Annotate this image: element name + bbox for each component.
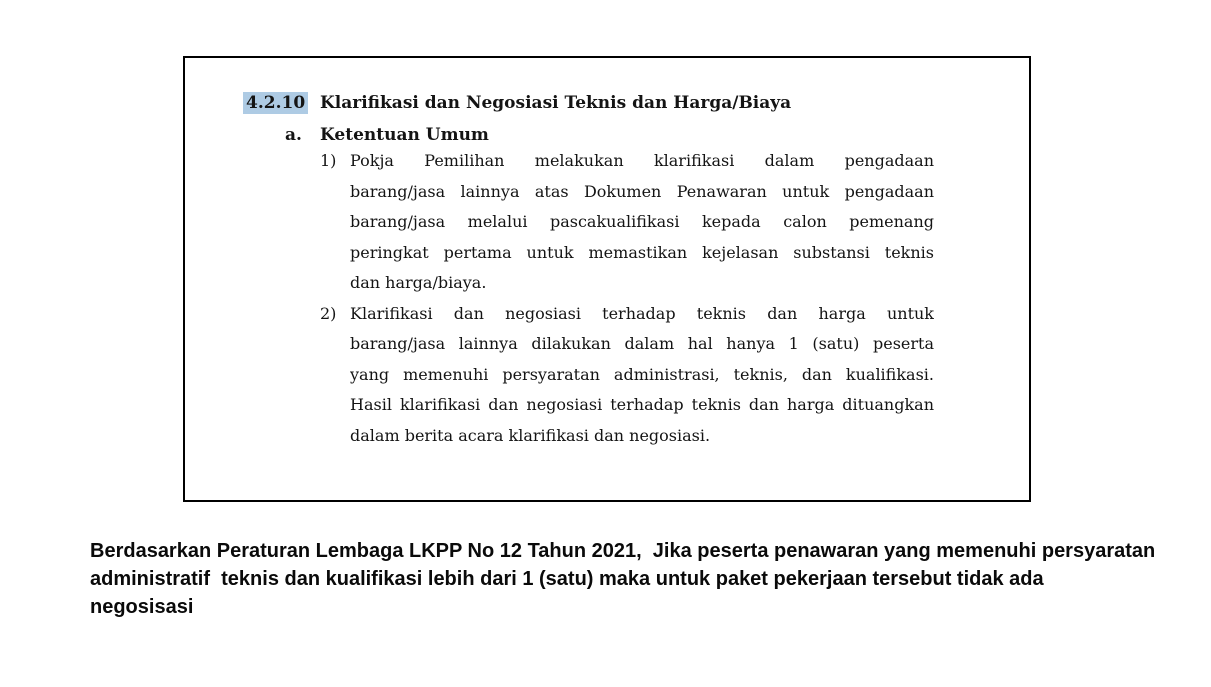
list-item-2-number: 2)	[320, 303, 337, 323]
text-line: Pokja Pemilihan melakukan klarifikasi dalam pengadaan	[350, 151, 934, 170]
subsection-title: Ketentuan Umum	[320, 125, 489, 145]
caption-line: negosisasi	[90, 596, 194, 618]
caption-line: administratif teknis dan kualifikasi lebih dari 1 (satu) maka untuk paket pekerjaan tersebut tidak ada	[90, 568, 1044, 590]
list-item-1	[320, 146, 1029, 299]
text-line: Hasil klarifikasi dan negosiasi terhadap teknis dan harga dituangkan	[350, 395, 934, 414]
text-line: dan harga/biaya.	[350, 273, 487, 292]
text-line: Klarifikasi dan negosiasi terhadap teknis dan harga untuk	[350, 303, 934, 323]
section-heading-row	[185, 92, 1029, 114]
text-line: barang/jasa melalui pascakualifikasi kepada calon pemenang	[350, 212, 934, 231]
section-title: Klarifikasi dan Negosiasi Teknis dan Harga/Biaya	[320, 93, 792, 113]
document-page-excerpt	[183, 56, 1031, 502]
text-line: yang memenuhi persyaratan administrasi, teknis, dan kualifikasi.	[350, 364, 934, 384]
caption-line: Berdasarkan Peraturan Lembaga LKPP No 12 Tahun 2021, Jika peserta penawaran yang memenuhi persyaratan	[90, 540, 1156, 562]
list-item-1-text	[350, 146, 934, 299]
text-line: barang/jasa lainnya atas Dokumen Penawaran untuk pengadaan	[350, 181, 934, 201]
text-line: barang/jasa lainnya dilakukan dalam hal hanya 1 (satu) peserta	[350, 334, 934, 353]
text-line: dalam berita acara klarifikasi dan negosiasi.	[350, 425, 711, 445]
section-number-highlighted: 4.2.10	[243, 92, 308, 114]
text-line: peringkat pertama untuk memastikan kejelasan substansi teknis	[350, 242, 934, 262]
subsection-heading-row	[185, 124, 1029, 146]
list-item-2-text	[350, 299, 934, 452]
list-item-1-number: 1)	[320, 151, 337, 170]
commentary-caption	[90, 537, 1200, 621]
subsection-label: a.	[285, 125, 302, 145]
list-item-2	[320, 299, 1029, 452]
section-number-cell	[243, 92, 320, 114]
